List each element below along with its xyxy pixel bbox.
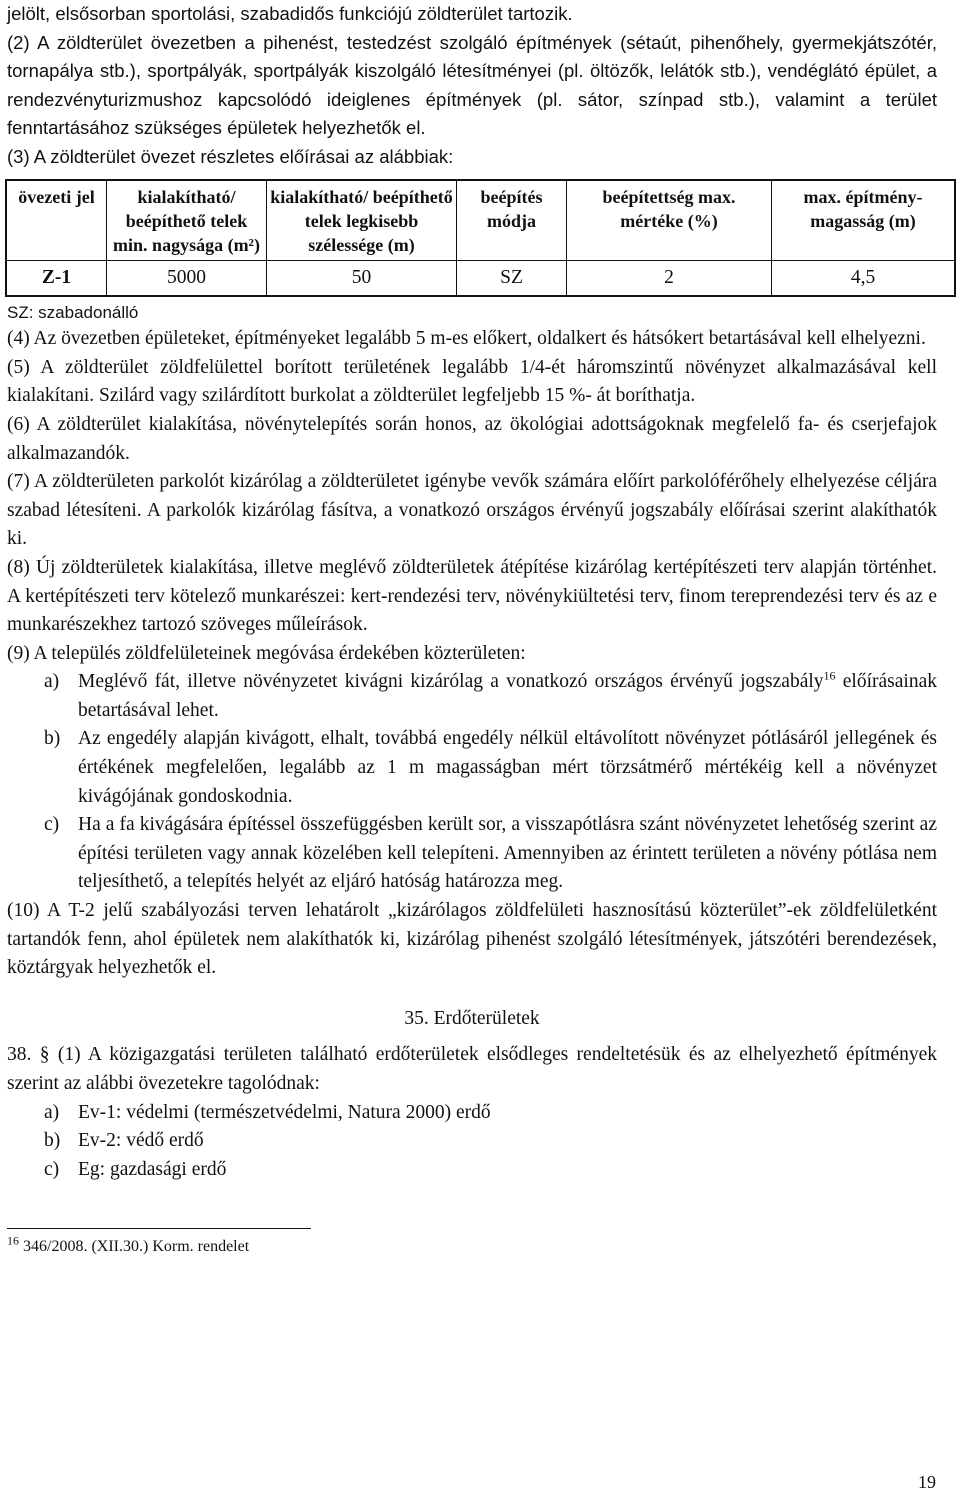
cell-building-mode: SZ: [457, 260, 567, 296]
paragraph-5: (5) A zöldterület zöldfelülettel borított területének legalább 1/4-ét háromszintű növényzet alkalmazásával kell kialakítani. Szilárd vagy szilárdított burkolat a zöldterület legfeljebb 15 %- át boríthatja.: [7, 356, 937, 407]
list-marker: a): [44, 1101, 60, 1123]
header-building-mode: beépítés módja: [457, 180, 567, 261]
list-marker: a): [44, 671, 60, 693]
page-number: 19: [918, 1472, 936, 1492]
list-38: [44, 1099, 937, 1185]
list-item: [44, 725, 937, 811]
list-text: Ev-2: védő erdő: [78, 1130, 204, 1152]
paragraph-2: (2) A zöldterület övezetben a pihenést, testedzést szolgáló építmények (sétaút, pihenőhely, gyermekjátszótér, tornapálya stb.), sportpályák, sportpályák kiszolgáló létesítményei (pl. öltözők, lelátók stb.), vendéglátó épület, a rendezvényturizmushoz kapcsolódó ideiglenes építmények (pl. sátor, színpad stb.), valamint a terület fenntartásához szükséges épületek helyezhetők el.: [7, 31, 937, 139]
header-zone-code: övezeti jel: [6, 180, 107, 261]
paragraph-8: (8) Új zöldterületek kialakítása, illetve meglévő zöldterületek átépítése kizárólag kertépítészeti terv alapján történhet. A kertépítészeti terv kötelező munkarészei: kert-rendezési terv, növénykiültetési terv, finom tereprendezési terv és az e munkarészekhez tartozó szöveges műleírások.: [7, 556, 937, 636]
header-coverage: beépítettség max. mértéke (%): [567, 180, 772, 261]
paragraph-line: jelölt, elsősorban sportolási, szabadidős funkciójú zöldterület tartozik.: [7, 3, 573, 24]
list-item: [44, 811, 937, 897]
document-page: [7, 0, 937, 1257]
list-text: Ha a fa kivágására építéssel összefüggésben került sor, a visszapótlásra szánt növényzetet lehetőség szerint az építési területen vagy annak közelében kell telepíteni. Amennyiben az érintett területen a növény pótlása nem teljesíthető, a telepítés helyét az eljáró hatóság határozza meg.: [78, 814, 937, 893]
list-text: Ev-1: védelmi (természetvédelmi, Natura 2000) erdő: [78, 1101, 491, 1123]
list-item: [44, 1127, 937, 1156]
paragraph-7: (7) A zöldterületen parkolót kizárólag a zöldterületet igénybe vevők számára előírt parkolóférőhely elhelyezése céljára szabad létesíteni. A parkolók kizárólag fásítva, a vonatkozó országos érvényű jogszabály előírásai szerint alakíthatók ki.: [7, 471, 937, 550]
list-text: Az engedély alapján kivágott, elhalt, továbbá engedély nélkül eltávolított növényzet pótlásáról jellegének és értékének megfelelően, legalább az 1 m magasságban mért törzsátmérő mértékéig kell a növényzet kivágójának gondoskodnia.: [78, 728, 937, 807]
list-9: [44, 668, 937, 897]
cell-coverage: 2: [567, 260, 772, 296]
footnote: [7, 1234, 937, 1257]
header-min-plot-size: kialakítható/ beépíthető telek min. nagysága (m²): [107, 180, 267, 261]
zone-table: [5, 179, 956, 298]
footnote-text: 346/2008. (XII.30.) Korm. rendelet: [19, 1238, 250, 1256]
section-heading: 35. Erdőterületek: [404, 1007, 540, 1029]
footnote-ref[interactable]: 16: [823, 668, 836, 683]
footnote-divider: [7, 1228, 311, 1229]
paragraph-9: (9) A település zöldfelületeinek megóvása érdekében közterületen:: [7, 642, 526, 664]
paragraph-4: (4) Az övezetben épületeket, építményeket legalább 5 m-es előkert, oldalkert és hátsókert betartásával kell elhelyezni.: [7, 328, 926, 350]
cell-min-plot-size: 5000: [107, 260, 267, 296]
footnote-number: 16: [7, 1234, 19, 1249]
abbreviation-note: SZ: szabadonálló: [7, 303, 139, 323]
table-header-row: [6, 180, 955, 261]
cell-min-plot-width: 50: [267, 260, 457, 296]
header-max-height: max. építmény-magasság (m): [772, 180, 956, 261]
list-marker: b): [44, 1130, 61, 1152]
list-item: [44, 1156, 937, 1185]
list-marker: b): [44, 728, 61, 750]
list-item: [44, 668, 937, 725]
paragraph-10: (10) A T-2 jelű szabályozási terven lehatárolt „kizárólagos zöldfelületi hasznosítású közterület”-ek zöldfelületként tartandók fenn, ahol épületek nem alakíthatók ki, kizárólag pihenést szolgáló létesítmények, játszótéri berendezések, köztárgyak helyezhetők el.: [7, 900, 937, 979]
paragraph-3: (3) A zöldterület övezet részletes előírásai az alábbiak:: [7, 145, 454, 167]
list-item: [44, 1099, 937, 1128]
paragraph-38: 38. § (1) A közigazgatási területen található erdőterületek elsődleges rendeltetésük és az elhelyezhető építmények szerint az alábbi övezetekre tagolódnak:: [7, 1044, 937, 1094]
cell-zone-code: Z-1: [6, 260, 107, 296]
list-marker: c): [44, 814, 60, 836]
header-min-plot-width: kialakítható/ beépíthető telek legkisebb szélessége (m): [267, 180, 457, 261]
paragraph-6: (6) A zöldterület kialakítása, növénytelepítés során honos, az ökológiai adottságoknak megfelelő fa- és cserjefajok alkalmazandók.: [7, 413, 937, 464]
list-marker: c): [44, 1158, 60, 1180]
table-row: [6, 260, 955, 296]
list-text: Meglévő fát, illetve növényzetet kivágni kizárólag a vonatkozó országos érvényű jogszabály$^{16}$ előírásainak betartásával lehet.: [78, 668, 937, 721]
top-text-block: [7, 0, 937, 172]
list-text: Eg: gazdasági erdő: [78, 1158, 227, 1180]
cell-max-height: 4,5: [772, 260, 956, 296]
